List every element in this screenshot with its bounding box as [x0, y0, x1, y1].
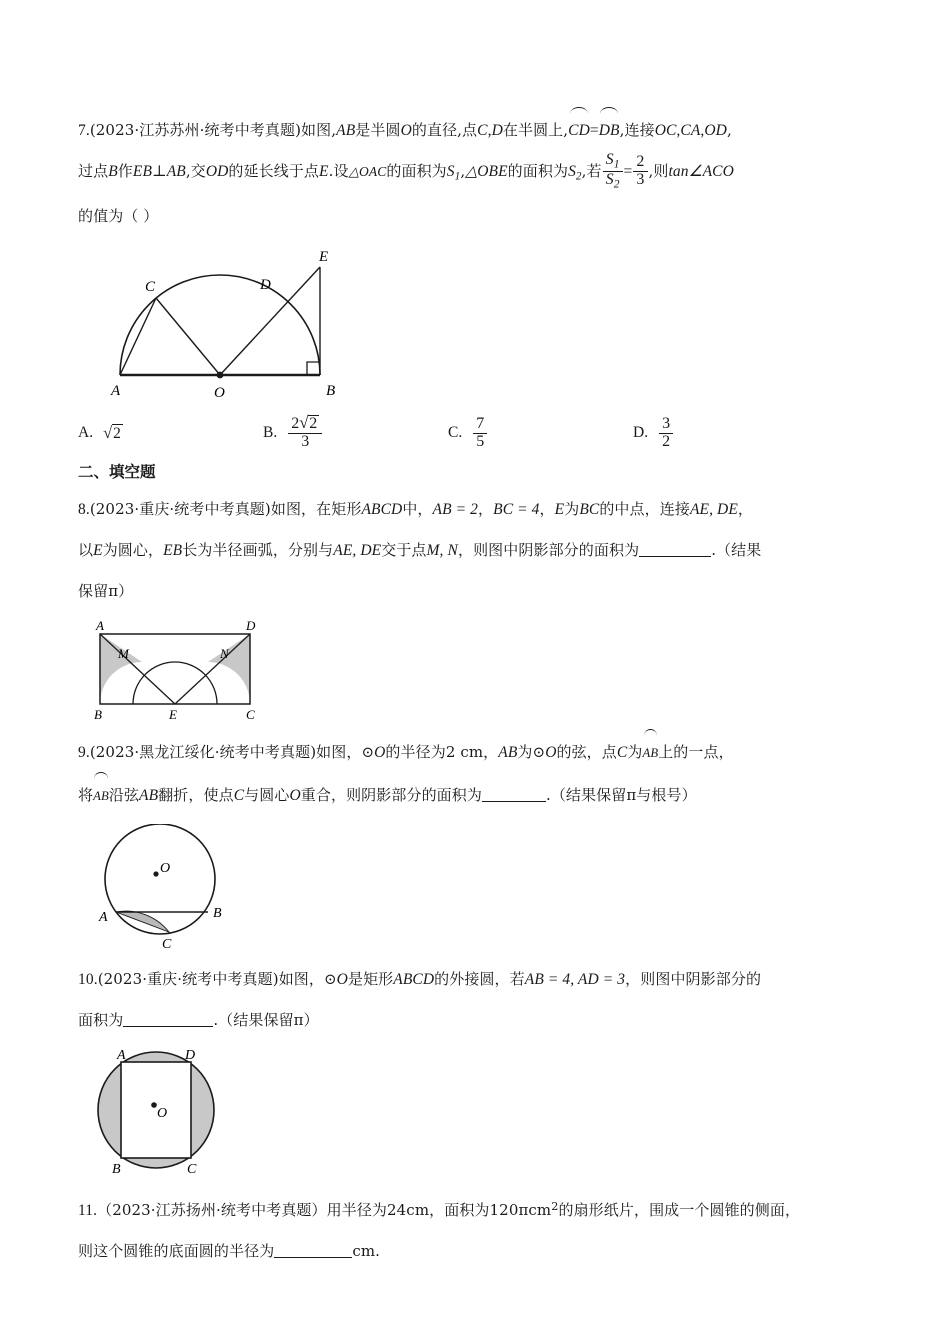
q7b-ratio-num: 2	[636, 153, 645, 171]
q7-t6: ,	[726, 121, 732, 139]
label-C: C	[162, 936, 172, 949]
q7b-e: E	[319, 163, 329, 180]
option-a[interactable]	[78, 415, 263, 451]
label-C: C	[145, 279, 156, 296]
q11-number: 11.	[78, 1201, 98, 1219]
q9-t5: 为	[627, 742, 643, 761]
label-O: O	[160, 860, 171, 876]
option-b-value	[288, 415, 322, 451]
q11b-t2: .	[375, 1241, 381, 1260]
q7-t4: 在半圆上,	[502, 121, 569, 139]
question-8	[78, 489, 878, 724]
q7-t2: 是半圆	[355, 121, 401, 139]
label-D: D	[185, 1048, 196, 1063]
question-8-line-1	[78, 489, 878, 530]
q7b-ratio-s2: S	[605, 171, 614, 188]
label-M: M	[118, 645, 129, 661]
q10-t4: ，则图中阴影部分的	[625, 969, 762, 988]
q9b-t5: 重合，则阴影部分的面积为	[300, 785, 482, 804]
q7b-s1: S	[446, 163, 455, 180]
label-E: E	[319, 249, 329, 266]
q11-source: （2023·江苏扬州·统考中考真题）	[97, 1200, 327, 1219]
question-10	[78, 959, 878, 1175]
q10-t1: 如图，⊙	[278, 969, 337, 988]
label-A: A	[117, 1048, 126, 1063]
q7b-s1-sub: 1	[454, 170, 461, 183]
q8-t5: 为	[564, 499, 580, 518]
label-D: D	[260, 277, 271, 294]
label-B: B	[112, 1161, 121, 1175]
option-b-coef: 2	[291, 415, 300, 433]
q7b-s2: S	[568, 163, 576, 180]
label-D: D	[246, 617, 256, 633]
q7b-s2-sub: 2	[575, 170, 582, 183]
label-O: O	[157, 1105, 168, 1121]
label-E: E	[169, 706, 177, 722]
q9-ab: AB	[498, 743, 518, 761]
q7b-ratio-den: 3	[633, 171, 647, 189]
q8b-m: M,	[426, 541, 444, 559]
q8-source: (2023·重庆·统考中考真题)	[89, 499, 271, 518]
q7-ab: AB	[336, 122, 356, 139]
q7b-tri2: △OBE	[465, 163, 508, 180]
q10-t2: 是矩形	[347, 969, 394, 988]
q10b-t1: 面积为	[78, 1010, 124, 1029]
question-9-line-2	[78, 773, 878, 816]
question-7-figure	[90, 245, 878, 405]
q7b-ratio-eq: =	[623, 163, 633, 180]
q10b-t2: .（结果保留π）	[213, 1010, 319, 1029]
q11-superscript: 2	[551, 1199, 559, 1213]
q7-o: O	[400, 122, 412, 139]
q7b-t1: 过点	[78, 162, 109, 180]
question-7	[78, 108, 878, 451]
label-B: B	[326, 383, 336, 400]
q8-ab-eq: AB = 2	[432, 500, 479, 518]
q7b-b: B	[108, 163, 118, 180]
q9b-t3: 翻折，使点	[158, 785, 234, 804]
option-c-value	[473, 416, 487, 451]
q9-t2: 的半径为2 cm，	[385, 742, 499, 761]
question-9	[78, 730, 878, 949]
q8-abcd: ABCD	[361, 500, 403, 518]
q11-t2: 的扇形纸片，围成一个圆锥的侧面，	[558, 1200, 801, 1219]
question-9-figure	[90, 824, 878, 949]
q7b-t6: 的面积为	[386, 162, 447, 180]
option-d-den: 2	[659, 433, 673, 451]
q7b-tri1: △OAC	[348, 164, 387, 179]
q8b-eb: EB	[163, 541, 183, 559]
option-c-label: C.	[448, 424, 463, 442]
option-d-num: 3	[662, 414, 671, 432]
q7-segments: OC,CA,OD	[654, 122, 727, 139]
q9-t4: 的弦，点	[556, 742, 617, 761]
q8c-text: 保留π）	[78, 581, 134, 600]
q9-t3: 为⊙	[517, 742, 546, 761]
option-a-label: A.	[78, 424, 94, 442]
q8b-t3: 长为半径画弧，分别与	[182, 540, 334, 559]
q9b-arc-ab: AB	[93, 773, 109, 816]
q9b-o: O	[289, 786, 301, 804]
q10-source: (2023·重庆·统考中考真题)	[97, 969, 279, 988]
q7b-tan: tan∠ACO	[668, 163, 734, 180]
q8-t7: ，	[737, 499, 754, 518]
q7-source: (2023·江苏苏州·统考中考真题)	[89, 121, 302, 139]
label-A: A	[96, 617, 104, 633]
q9b-t1: 将	[78, 785, 94, 804]
q8-t2: 中，	[402, 499, 433, 518]
q8b-ae: AE,	[333, 541, 357, 559]
q7c-text: 的值为（ ）	[78, 207, 159, 226]
q8-e: E	[554, 500, 565, 518]
q10-eq: AB = 4, AD = 3	[524, 970, 626, 988]
q7-arc-db: DB	[599, 108, 620, 151]
q10-t3: 的外接圆，若	[434, 969, 525, 988]
q8b-t6: .（结果	[711, 540, 762, 559]
option-c-num: 7	[476, 414, 485, 432]
circle-chord-fold-diagram	[90, 824, 290, 949]
q7b-t3: ,交	[185, 162, 206, 180]
q9b-t2: 沿弦	[108, 785, 140, 804]
q9-arc-ab: AB	[642, 730, 658, 773]
q11b-t1: 则这个圆锥的底面圆的半径为	[78, 1241, 275, 1260]
question-7-line-3	[78, 196, 878, 237]
q11-unit: cm	[352, 1241, 376, 1260]
q8b-de: DE	[360, 541, 382, 559]
question-11-line-2	[78, 1231, 878, 1272]
q7b-od: OD	[205, 163, 229, 180]
q9-answer-blank[interactable]	[482, 785, 546, 802]
q8-number: 8.	[78, 500, 90, 518]
question-11	[78, 1187, 878, 1272]
question-10-line-2	[78, 1000, 878, 1041]
question-8-figure	[80, 616, 878, 724]
q7b-ratio-s2-sub: 2	[613, 178, 620, 191]
label-O: O	[214, 385, 225, 402]
question-7-line-1	[78, 108, 878, 151]
q7b-t8: 的面积为	[507, 162, 569, 180]
q7-number: 7.	[78, 122, 90, 139]
option-b-radicand: 2	[309, 415, 318, 433]
q8b-t1: 以	[78, 540, 94, 559]
circumscribed-circle-diagram	[90, 1049, 290, 1175]
option-a-radicand: 2	[113, 424, 121, 442]
q8-de: DE	[717, 500, 738, 518]
option-b[interactable]	[263, 415, 448, 451]
q9b-t4: 与圆心	[244, 785, 290, 804]
q8-t1: 如图，在矩形	[270, 499, 362, 518]
label-B: B	[213, 905, 222, 921]
q8-t3: ，	[478, 499, 494, 518]
q9-source: (2023·黑龙江绥化·统考中考真题)	[89, 742, 317, 761]
q7b-t10: ,则	[648, 162, 669, 180]
q8-bc-eq: BC = 4	[493, 500, 540, 518]
q8-bc: BC	[579, 500, 600, 518]
question-8-line-3	[78, 571, 878, 612]
q7b-t4: 的延长线于点	[228, 162, 320, 180]
q7b-ab: AB	[166, 163, 186, 180]
q8-t4: ，	[539, 499, 555, 518]
q7b-ratio-left	[603, 152, 623, 190]
q7b-ratio-s1: S	[605, 151, 614, 169]
label-B: B	[94, 706, 102, 722]
q7-t3: 的直径,点	[411, 121, 478, 139]
q10-number: 10.	[78, 970, 98, 988]
q8-answer-blank[interactable]	[639, 540, 711, 557]
q7-t1: 如图,	[301, 121, 337, 139]
q7-cd-pts: C,D	[477, 122, 503, 139]
label-A: A	[111, 383, 121, 400]
q9-t1: 如图，⊙	[316, 742, 375, 761]
q9b-c: C	[233, 786, 245, 804]
option-c-den: 5	[473, 433, 487, 451]
section-heading-fill-in-blank: 二、填空题	[78, 461, 156, 481]
option-c[interactable]	[448, 415, 633, 451]
label-N: N	[220, 645, 229, 661]
q7b-perp-symbol: ⊥	[152, 163, 167, 180]
q9-t6: 上的一点，	[658, 742, 734, 761]
q8b-t4: 交于点	[381, 540, 427, 559]
option-d-value	[659, 416, 673, 451]
q9-number: 9.	[78, 743, 90, 761]
q7-eq: =	[589, 122, 599, 139]
label-C: C	[187, 1161, 197, 1175]
question-7-options	[78, 415, 878, 451]
q7-t5: ,连接	[619, 121, 655, 139]
q9b-t6: .（结果保留π与根号）	[545, 785, 697, 804]
q9-o2: O	[545, 743, 557, 761]
q7b-eb: EB	[132, 163, 153, 180]
rectangle-arc-diagram	[80, 616, 310, 724]
q8-ae: AE,	[689, 500, 714, 518]
q7b-t2: 作	[117, 162, 133, 180]
q7b-ratio-right	[633, 154, 647, 189]
option-b-label: B.	[263, 424, 278, 442]
q7-arc-cd: CD	[568, 108, 590, 151]
q10-answer-blank[interactable]	[123, 1010, 213, 1027]
q7b-t9: ,若	[581, 162, 602, 180]
q11-answer-blank[interactable]	[274, 1241, 352, 1258]
q7b-t5: .设	[328, 162, 349, 180]
question-11-line-1	[78, 1187, 878, 1231]
q9-c: C	[616, 743, 628, 761]
label-A: A	[99, 909, 108, 925]
q8b-t5: ，则图中阴影部分的面积为	[457, 540, 640, 559]
question-9-line-1	[78, 730, 878, 773]
option-d[interactable]	[633, 415, 818, 451]
question-7-line-2	[78, 151, 878, 196]
q10-o: O	[336, 970, 348, 988]
q10-abcd: ABCD	[393, 970, 435, 988]
q8b-n: N	[447, 541, 458, 559]
semicircle-diagram	[90, 245, 390, 405]
label-C: C	[246, 706, 255, 722]
question-8-line-2	[78, 530, 878, 571]
worksheet-content	[78, 108, 878, 1272]
q8b-t2: 为圆心，	[102, 540, 164, 559]
q9b-ab: AB	[139, 786, 159, 804]
q7b-ratio-s1-sub: 1	[613, 158, 620, 171]
option-d-label: D.	[633, 424, 649, 442]
question-10-figure	[90, 1049, 878, 1175]
q9-o: O	[374, 743, 386, 761]
q8-t6: 的中点，连接	[599, 499, 690, 518]
q11-t1: 用半径为24cm，面积为120πcm	[326, 1200, 552, 1219]
question-10-line-1	[78, 959, 878, 1000]
q8b-e: E	[93, 541, 103, 559]
q7b-t7: ,	[460, 162, 466, 180]
option-b-den: 3	[288, 433, 322, 451]
option-a-value	[103, 424, 123, 443]
